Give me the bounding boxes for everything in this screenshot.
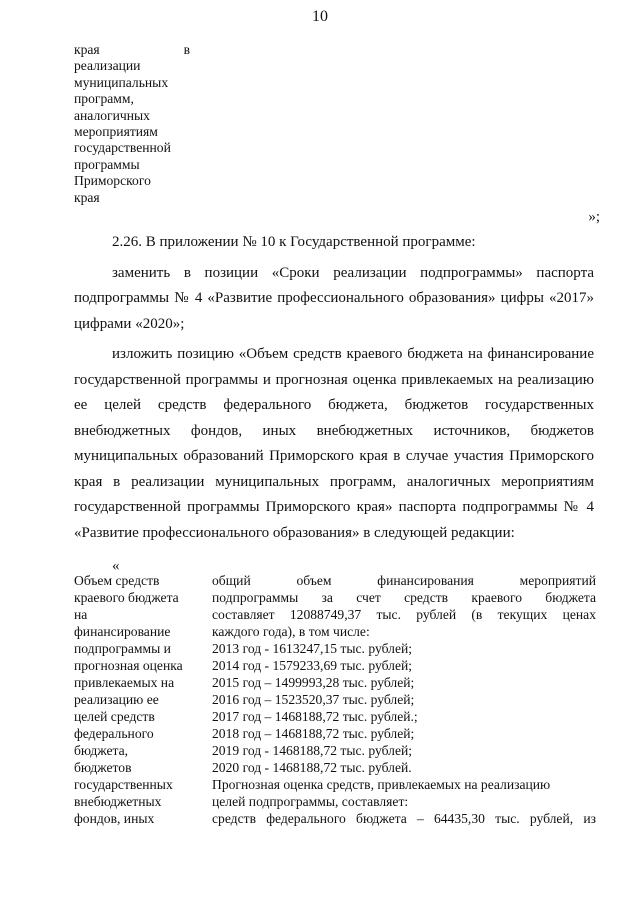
table-cell-line: внебюджетных bbox=[74, 794, 162, 809]
opening-quote: « bbox=[112, 558, 120, 574]
table-cell-line: краевого бюджета bbox=[74, 590, 179, 605]
paragraph-line: «Развитие профессионального образования» в следующей редакции: bbox=[74, 524, 515, 541]
paragraph-line: края в реализации муниципальных программ, аналогичных мероприятиям bbox=[74, 473, 594, 490]
table-cell-line: каждого года), в том числе: bbox=[212, 624, 370, 639]
table-cell-line: реализацию ее bbox=[74, 692, 159, 707]
paragraph-line: изложить позицию «Объем средств краевого бюджета на финансирование bbox=[112, 346, 594, 362]
table-cell-line: 2019 год - 1468188,72 тыс. рублей; bbox=[212, 743, 413, 758]
page-number: 10 bbox=[312, 8, 328, 25]
table-cell-line: 2013 год - 1613247,15 тыс. рублей; bbox=[212, 641, 413, 656]
cell-word: края bbox=[74, 42, 100, 57]
paragraph-line: государственной программы и прогнозная оценка привлекаемых на реализацию bbox=[74, 371, 594, 388]
table-cell-line: 2020 год - 1468188,72 тыс. рублей. bbox=[212, 760, 412, 775]
closing-quote: »; bbox=[588, 209, 600, 225]
cell-word: в bbox=[183, 42, 190, 57]
table-cell-line: целей средств bbox=[74, 709, 155, 724]
cell-line: Приморского bbox=[74, 173, 151, 189]
document-body bbox=[74, 230, 594, 575]
table-cell-line: финансирование bbox=[74, 624, 171, 639]
table-cell-line: составляет 12088749,37 тыс. рублей (в текущих ценах bbox=[212, 607, 596, 622]
cell-line: реализации bbox=[74, 58, 141, 74]
paragraph-replace bbox=[74, 261, 594, 338]
table-cell-line: Объем средств bbox=[74, 573, 160, 588]
cell-line: муниципальных bbox=[74, 74, 169, 90]
table-cell-line: фондов, иных bbox=[74, 811, 155, 826]
table-cell-line: средств федерального бюджета – 64435,30 тыс. рублей, из bbox=[212, 811, 596, 826]
table-left-column bbox=[74, 572, 200, 827]
previous-table-cell bbox=[74, 42, 190, 206]
table-cell-line: на bbox=[74, 607, 88, 622]
table-cell-line: 2016 год – 1523520,37 тыс. рублей; bbox=[212, 692, 415, 707]
table-cell-line: бюджета, bbox=[74, 743, 129, 758]
table-right-column bbox=[212, 572, 596, 827]
table-cell-line: подпрограммы и bbox=[74, 641, 171, 656]
table-cell-line: 2015 год – 1499993,28 тыс. рублей; bbox=[212, 675, 415, 690]
table-cell-line: государственных bbox=[74, 777, 173, 792]
table-cell-line: подпрограммы за счет средств краевого бюджета bbox=[212, 590, 596, 605]
table-cell-line: бюджетов bbox=[74, 760, 132, 775]
table-cell-line: привлекаемых на bbox=[74, 675, 175, 690]
cell-line: аналогичных bbox=[74, 107, 150, 123]
paragraph-line: муниципальных образований Приморского края в случае участия Приморского bbox=[74, 448, 594, 464]
table-cell-line: целей подпрограммы, составляет: bbox=[212, 794, 409, 809]
table-cell-line: 2018 год – 1468188,72 тыс. рублей; bbox=[212, 726, 415, 741]
cell-line bbox=[74, 42, 190, 58]
table-cell-line: прогнозная оценка bbox=[74, 658, 183, 673]
table-cell-line: 2014 год - 1579233,69 тыс. рублей; bbox=[212, 658, 413, 673]
table-cell-line: общий объем финансирования мероприятий bbox=[212, 573, 596, 588]
item-heading: 2.26. В приложении № 10 к Государственной программе: bbox=[112, 234, 476, 250]
table-cell-line: Прогнозная оценка средств, привлекаемых на реализацию bbox=[212, 777, 551, 792]
paragraph-line: заменить в позиции «Сроки реализации подпрограммы» паспорта bbox=[112, 264, 594, 281]
table-cell-line: федерального bbox=[74, 726, 154, 741]
paragraph-line: подпрограммы № 4 «Развитие профессионального образования» цифры «2017» bbox=[74, 290, 594, 306]
cell-line: края bbox=[74, 189, 100, 205]
table-cell-line: 2017 год – 1468188,72 тыс. рублей.; bbox=[212, 709, 418, 724]
cell-line: мероприятиям bbox=[74, 124, 158, 140]
paragraph-line: ее целей средств федерального бюджета, бюджетов государственных bbox=[74, 397, 594, 413]
paragraph-state bbox=[74, 342, 594, 546]
cell-line: государственной bbox=[74, 140, 171, 156]
passport-table bbox=[74, 572, 596, 827]
paragraph-line: внебюджетных фондов, иных внебюджетных источников, бюджетов bbox=[74, 422, 594, 439]
paragraph-line: цифрами «2020»; bbox=[74, 315, 185, 332]
cell-line: программы bbox=[74, 156, 140, 172]
paragraph-line: государственной программы Приморского края» паспорта подпрограммы № 4 bbox=[74, 499, 594, 515]
cell-line: программ, bbox=[74, 91, 134, 107]
